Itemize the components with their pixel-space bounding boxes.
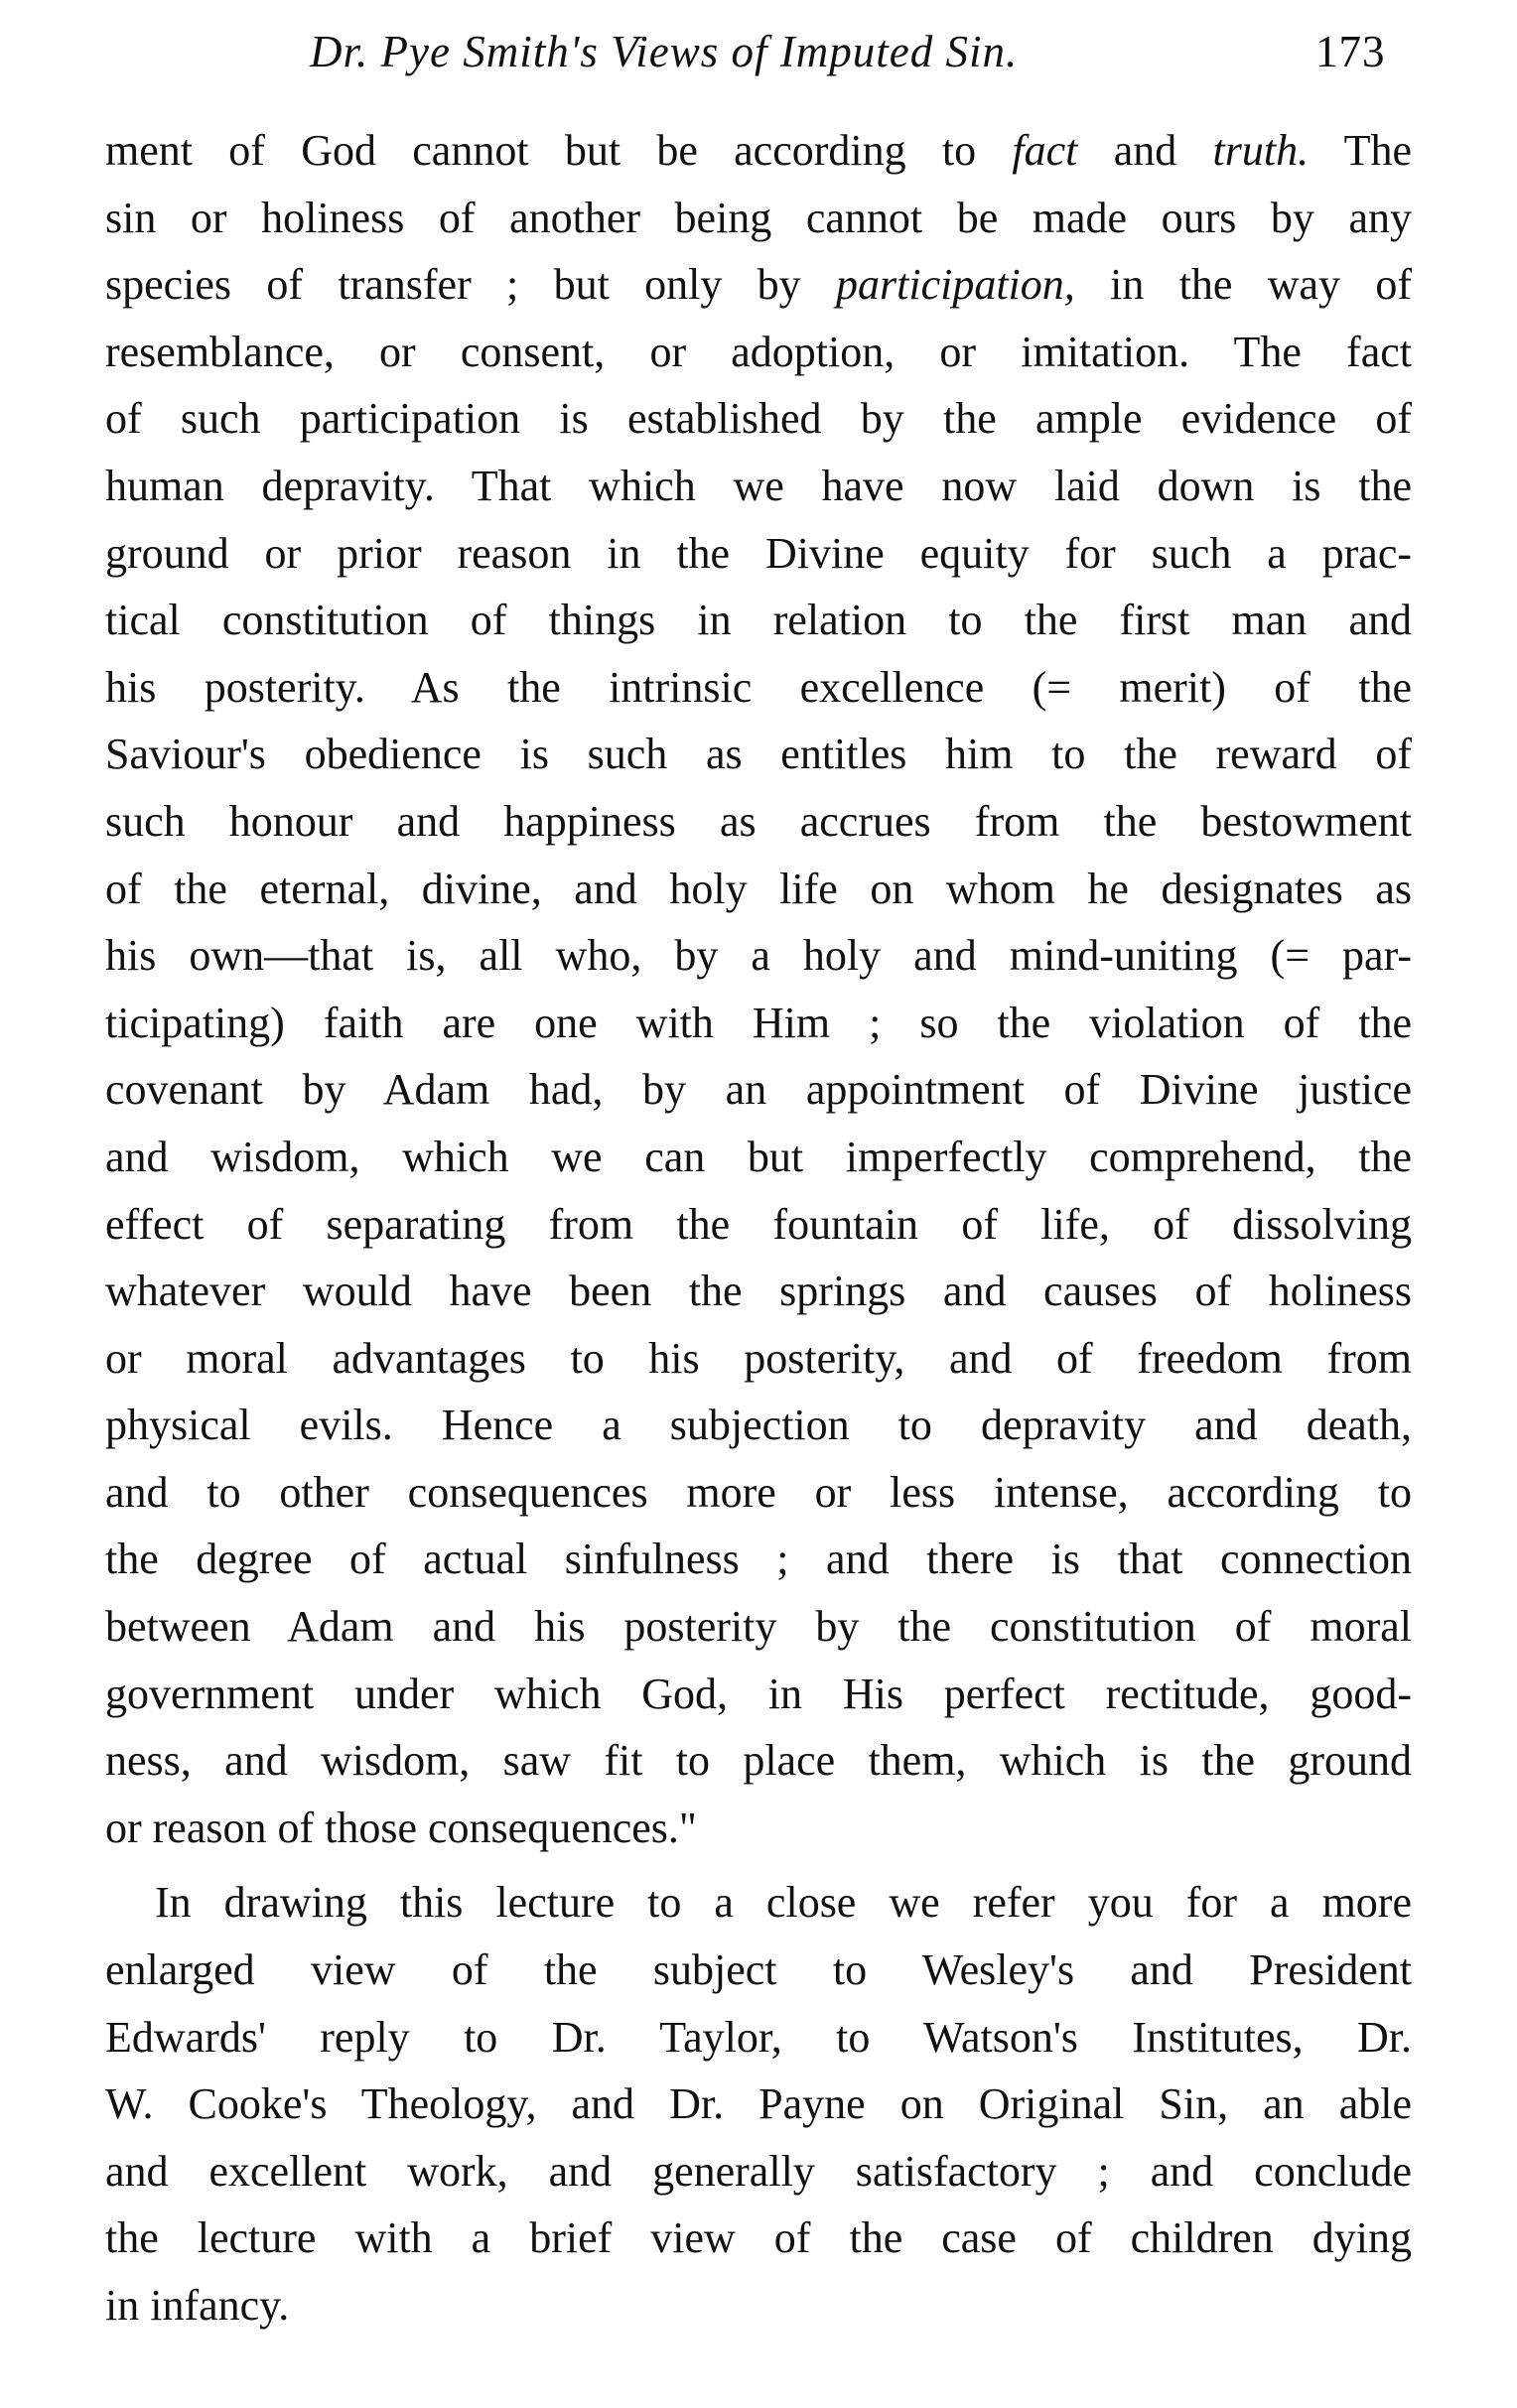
text-line bbox=[105, 1526, 1412, 1593]
text-segment: ness, and wisdom, saw fit to place them, which is the ground bbox=[105, 1736, 1412, 1786]
text-line bbox=[105, 1937, 1412, 2004]
text-segment: covenant by Adam had, by an appointment of Divine justice bbox=[105, 1065, 1412, 1115]
text-segment: government under which God, in His perfect rectitude, good- bbox=[105, 1669, 1412, 1718]
text-line bbox=[105, 1795, 1412, 1862]
text-segment: In drawing this lecture to a close we refer you for a more bbox=[155, 1878, 1412, 1928]
text-segment: Saviour's obedience is such as entitles him to the reward of bbox=[105, 730, 1412, 779]
text-line bbox=[105, 990, 1412, 1057]
text-segment: in the way of bbox=[1074, 260, 1413, 310]
text-line bbox=[105, 2004, 1412, 2072]
text-segment: ment of God cannot but be according to bbox=[105, 126, 1013, 175]
text-line bbox=[105, 2205, 1412, 2272]
text-line bbox=[105, 654, 1412, 722]
text-line bbox=[105, 1661, 1412, 1728]
text-line bbox=[105, 1056, 1412, 1124]
text-segment: physical evils. Hence a subjection to depravity and death, bbox=[105, 1401, 1412, 1450]
text-line bbox=[105, 922, 1412, 990]
text-segment: Edwards' reply to Dr. Taylor, to Watson's Institutes, Dr. bbox=[105, 2012, 1412, 2062]
text-line bbox=[105, 721, 1412, 788]
text-segment: and wisdom, which we can but imperfectly comprehend, the bbox=[105, 1132, 1412, 1181]
text-line bbox=[105, 2272, 1412, 2340]
text-line bbox=[105, 1727, 1412, 1795]
text-segment: The bbox=[1309, 126, 1412, 175]
text-line bbox=[105, 1392, 1412, 1459]
text-line bbox=[105, 185, 1412, 252]
text-line bbox=[105, 1459, 1412, 1527]
text-segment: sin or holiness of another being cannot be made ours by any bbox=[105, 193, 1412, 242]
text-line bbox=[105, 520, 1412, 588]
text-segment: in infancy. bbox=[105, 2281, 290, 2330]
text-line bbox=[105, 251, 1412, 319]
text-segment: ground or prior reason in the Divine equity for such a prac- bbox=[105, 528, 1412, 578]
text-segment: resemblance, or consent, or adoption, or imitation. The fact bbox=[105, 327, 1412, 376]
text-segment: and to other consequences more or less intense, according to bbox=[105, 1467, 1412, 1517]
text-line bbox=[105, 2138, 1412, 2206]
text-segment: whatever would have been the springs and causes of holiness bbox=[105, 1267, 1412, 1316]
italic-text: fact bbox=[1012, 126, 1078, 175]
text-line bbox=[105, 2071, 1412, 2138]
text-line bbox=[105, 385, 1412, 453]
text-line bbox=[105, 1258, 1412, 1325]
text-line bbox=[105, 1191, 1412, 1259]
text-segment: or reason of those consequences." bbox=[105, 1803, 697, 1852]
page-number: 173 bbox=[1315, 27, 1386, 76]
text-segment: and excellent work, and generally satisfactory ; and conclude bbox=[105, 2146, 1412, 2196]
paragraph-gap bbox=[105, 1861, 1412, 1869]
text-line bbox=[105, 453, 1412, 520]
page-header bbox=[0, 14, 1517, 89]
text-line bbox=[105, 587, 1412, 654]
text-line bbox=[105, 788, 1412, 856]
paragraph bbox=[105, 117, 1412, 1861]
italic-text: truth. bbox=[1212, 126, 1310, 175]
text-line bbox=[105, 1124, 1412, 1191]
text-segment: his posterity. As the intrinsic excellence (= merit) of the bbox=[105, 662, 1412, 712]
running-title: Dr. Pye Smith's Views of Imputed Sin. bbox=[310, 27, 1019, 76]
italic-text: participation, bbox=[836, 260, 1075, 310]
text-segment: tical constitution of things in relation to the first man and bbox=[105, 596, 1412, 645]
text-segment: enlarged view of the subject to Wesley's and President bbox=[105, 1945, 1412, 1995]
text-line bbox=[105, 117, 1412, 185]
text-segment: human depravity. That which we have now laid down is the bbox=[105, 461, 1412, 510]
text-segment: W. Cooke's Theology, and Dr. Payne on Original Sin, an able bbox=[105, 2079, 1412, 2129]
paragraph bbox=[105, 1869, 1412, 2339]
text-line bbox=[105, 1869, 1412, 1937]
body-text bbox=[105, 117, 1412, 2340]
text-segment: the degree of actual sinfulness ; and there is that connection bbox=[105, 1535, 1412, 1584]
text-segment: species of transfer ; but only by bbox=[105, 260, 836, 310]
text-line bbox=[105, 1325, 1412, 1393]
text-line bbox=[105, 856, 1412, 923]
text-line bbox=[105, 319, 1412, 386]
text-segment: of such participation is established by the ample evidence of bbox=[105, 394, 1412, 444]
text-segment: his own—that is, all who, by a holy and mind-uniting (= par- bbox=[105, 931, 1412, 981]
text-segment: the lecture with a brief view of the case of children dying bbox=[105, 2213, 1412, 2263]
text-segment: and bbox=[1077, 126, 1213, 175]
text-segment: ticipating) faith are one with Him ; so the violation of the bbox=[105, 998, 1412, 1047]
text-segment: between Adam and his posterity by the constitution of moral bbox=[105, 1602, 1412, 1652]
text-segment: such honour and happiness as accrues from the bestowment bbox=[105, 796, 1412, 846]
text-segment: of the eternal, divine, and holy life on whom he designates as bbox=[105, 864, 1412, 913]
text-segment: or moral advantages to his posterity, and of freedom from bbox=[105, 1333, 1412, 1383]
text-line bbox=[105, 1593, 1412, 1661]
text-segment: effect of separating from the fountain of life, of dissolving bbox=[105, 1199, 1412, 1249]
